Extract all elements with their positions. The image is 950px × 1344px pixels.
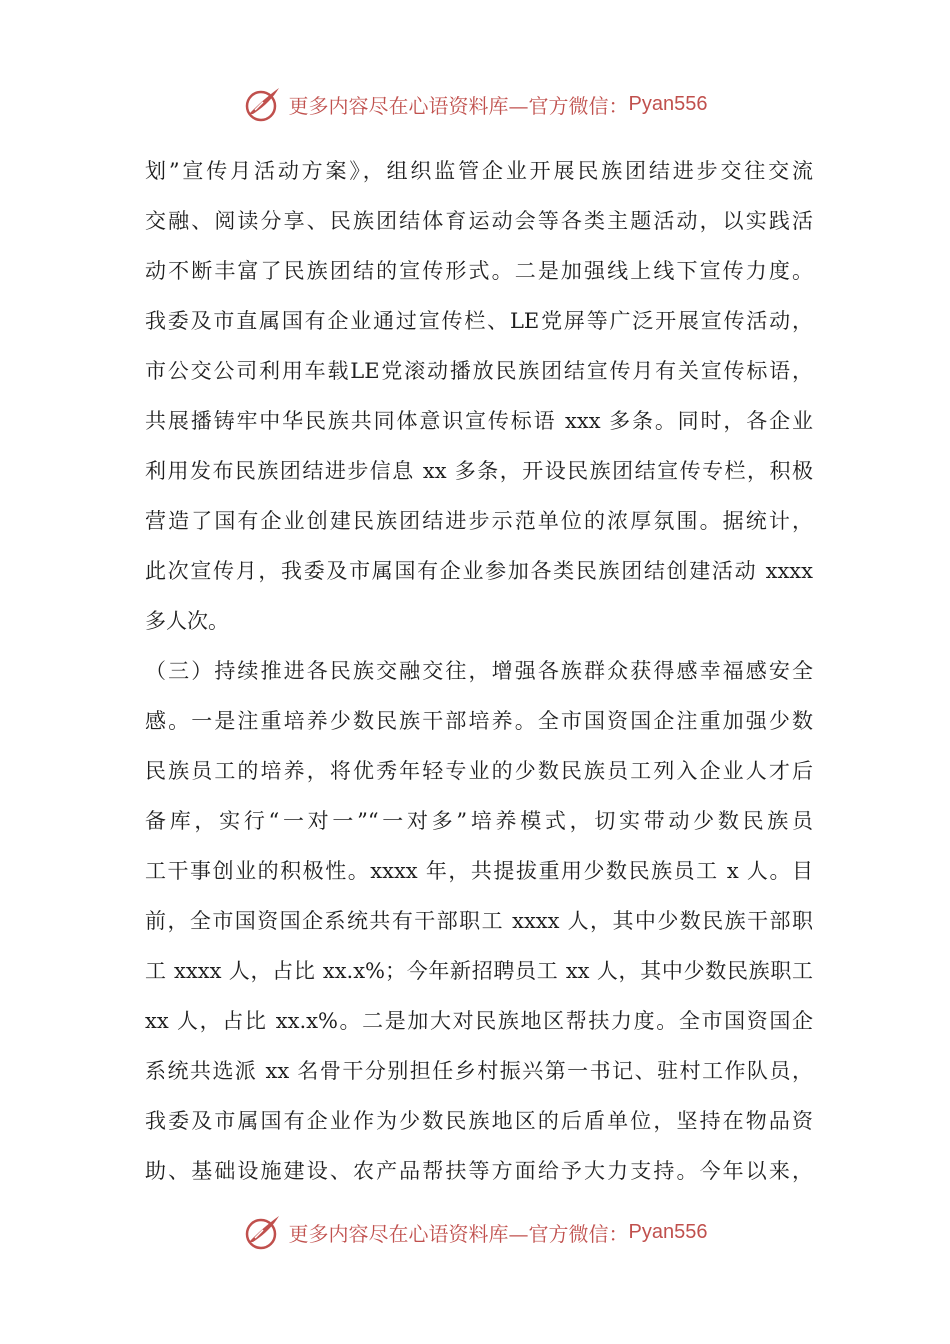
text-line: 此次宣传月，我委及市属国有企业参加各类民族团结创建活动 xxxx: [145, 559, 813, 583]
text-line: 共展播铸牢中华民族共同体意识宣传标语 xxx 多条。同时，各企业: [145, 409, 813, 433]
text-line: 系统共选派 xx 名骨干分别担任乡村振兴第一书记、驻村工作队员，: [145, 1059, 813, 1083]
text-line: 工干事创业的积极性。xxxx 年，共提拔重用少数民族员工 x 人。目: [145, 859, 813, 883]
text-line: 交融、阅读分享、民族团结体育运动会等各类主题活动，以实践活: [145, 209, 813, 233]
text-line: 我委及市属国有企业作为少数民族地区的后盾单位，坚持在物品资: [145, 1109, 813, 1133]
text-line: 营造了国有企业创建民族团结进步示范单位的浓厚氛围。据统计，: [145, 509, 813, 533]
text-line: 感。一是注重培养少数民族干部培养。全市国资国企注重加强少数: [145, 709, 813, 733]
text-line: 动不断丰富了民族团结的宣传形式。二是加强线上线下宣传力度。: [145, 259, 813, 283]
quill-logo-icon: [243, 1212, 283, 1252]
text-line: 我委及市直属国有企业通过宣传栏、LE党屏等广泛开展宣传活动，: [145, 309, 813, 333]
footer-banner-text: 更多内容尽在心语资料库—官方微信：: [288, 1221, 629, 1246]
quill-logo-icon: [243, 84, 283, 124]
text-line: 划”宣传月活动方案》，组织监管企业开展民族团结进步交往交流: [145, 159, 813, 183]
text-line: xx 人，占比 xx.x%。二是加大对民族地区帮扶力度。全市国资国企: [145, 1009, 813, 1033]
footer-banner: [0, 1210, 950, 1254]
document-body: [145, 146, 813, 1196]
header-wechat-id: Pyan556: [628, 92, 708, 115]
text-line: 民族员工的培养，将优秀年轻专业的少数民族员工列入企业人才后: [145, 759, 813, 783]
text-line: 前，全市国资国企系统共有干部职工 xxxx 人，其中少数民族干部职: [145, 909, 813, 933]
header-banner-text: 更多内容尽在心语资料库—官方微信：: [288, 93, 629, 118]
text-line: 市公交公司利用车载LE党滚动播放民族团结宣传月有关宣传标语，: [145, 359, 813, 383]
text-line: 备库，实行“一对一”“一对多”培养模式，切实带动少数民族员: [145, 809, 813, 833]
header-banner: [0, 82, 950, 126]
text-line: 工 xxxx 人，占比 xx.x%；今年新招聘员工 xx 人，其中少数民族职工: [145, 959, 813, 983]
text-line: （三）持续推进各民族交融交往，增强各族群众获得感幸福感安全: [145, 659, 813, 683]
text-line: 助、基础设施建设、农产品帮扶等方面给予大力支持。今年以来，: [145, 1159, 813, 1183]
text-line: 多人次。: [145, 609, 229, 633]
text-line: 利用发布民族团结进步信息 xx 多条，开设民族团结宣传专栏，积极: [145, 459, 813, 483]
footer-wechat-id: Pyan556: [628, 1220, 708, 1243]
